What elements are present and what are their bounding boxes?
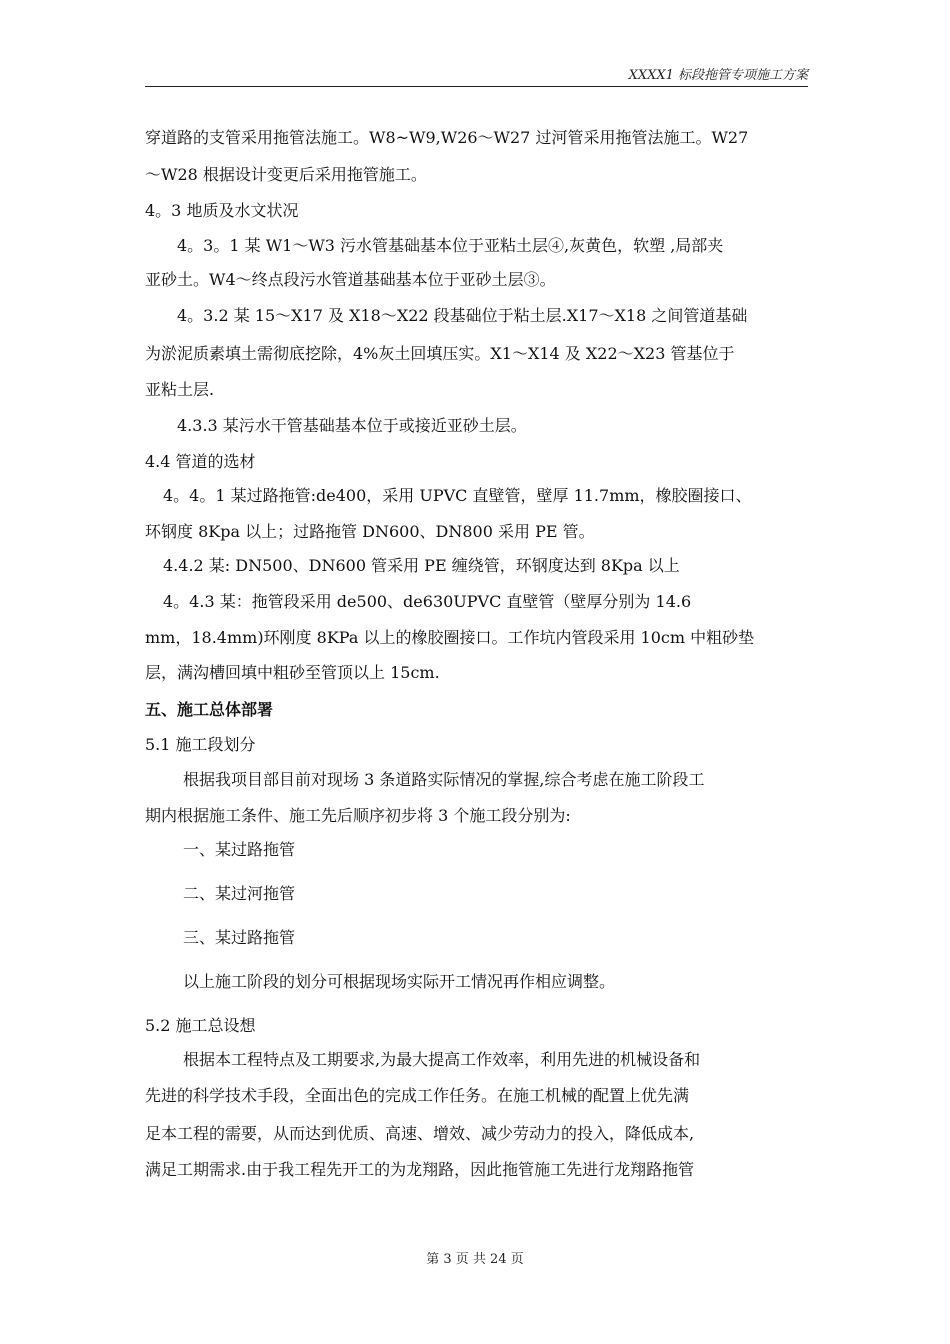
header-rule xyxy=(145,86,808,87)
text-line: 根据本工程特点及工期要求,为最大提高工作效率，利用先进的机械设备和 xyxy=(183,1050,701,1069)
list-item: 一、某过路拖管 xyxy=(183,840,296,859)
text-line: 4。4。1 某过路拖管:de400，采用 UPVC 直壁管，壁厚 11.7mm，橡胶圈接口、 xyxy=(163,486,752,505)
text-line: 期内根据施工条件、施工先后顺序初步将 3 个施工段分别为: xyxy=(145,806,571,825)
text-line: 4。4.3 某：拖管段采用 de500、de630UPVC 直壁管（壁厚分别为 14.6 xyxy=(163,592,692,611)
text-line: 4。3。1 某 W1～W3 污水管基础基本位于亚粘土层④,灰黄色，软塑 ,局部夹 xyxy=(177,236,724,255)
subsection-heading: 4。3 地质及水文状况 xyxy=(145,201,299,220)
text-line: 满足工期需求.由于我工程先开工的为龙翔路，因此拖管施工先进行龙翔路拖管 xyxy=(145,1160,695,1179)
text-line: 亚砂土。W4～终点段污水管道基础基本位于亚砂土层③。 xyxy=(145,270,556,289)
text-line: 4。3.2 某 15～X17 及 X18～X22 段基础位于粘土层.X17～X18 之间管道基础 xyxy=(177,306,748,325)
subsection-heading: 5.2 施工总设想 xyxy=(145,1016,256,1035)
text-line: 为淤泥质素填土需彻底挖除，4%灰土回填压实。X1～X14 及 X22～X23 管基位于 xyxy=(145,344,735,363)
text-line: 穿道路的支管采用拖管法施工。W8~W9,W26～W27 过河管采用拖管法施工。W27 xyxy=(145,128,749,147)
subsection-heading: 4.4 管道的选材 xyxy=(145,452,256,471)
section-heading: 五、施工总体部署 xyxy=(145,700,274,719)
page-number: 第 3 页 共 24 页 xyxy=(426,1252,524,1267)
text-line: 环钢度 8Kpa 以上；过路拖管 DN600、DN800 采用 PE 管。 xyxy=(145,522,595,541)
text-line: 先进的科学技术手段，全面出色的完成工作任务。在施工机械的配置上优先满 xyxy=(145,1086,690,1105)
text-line: 4.4.2 某: DN500、DN600 管采用 PE 缠绕管，环钢度达到 8Kpa 以上 xyxy=(163,556,680,575)
text-line: 以上施工阶段的划分可根据现场实际开工情况再作相应调整。 xyxy=(183,972,616,991)
list-item: 三、某过路拖管 xyxy=(183,928,296,947)
text-line: 亚粘土层. xyxy=(145,380,215,399)
text-line: 层，满沟槽回填中粗砂至管顶以上 15cm. xyxy=(145,663,440,682)
subsection-heading: 5.1 施工段划分 xyxy=(145,735,256,754)
text-line: 足本工程的需要，从而达到优质、高速、增效、减少劳动力的投入，降低成本, xyxy=(145,1124,695,1143)
text-line: 根据我项目部目前对现场 3 条道路实际情况的掌握,综合考虑在施工阶段工 xyxy=(183,770,705,789)
text-line: ～W28 根据设计变更后采用拖管施工。 xyxy=(145,165,427,184)
text-line: 4.3.3 某污水干管基础基本位于或接近亚砂土层。 xyxy=(177,416,527,435)
text-line: mm，18.4mm)环刚度 8KPa 以上的橡胶圈接口。工作坑内管段采用 10cm 中粗砂垫 xyxy=(145,628,755,647)
running-header: XXXX1 标段拖管专项施工方案 xyxy=(628,68,808,83)
list-item: 二、某过河拖管 xyxy=(183,884,296,903)
